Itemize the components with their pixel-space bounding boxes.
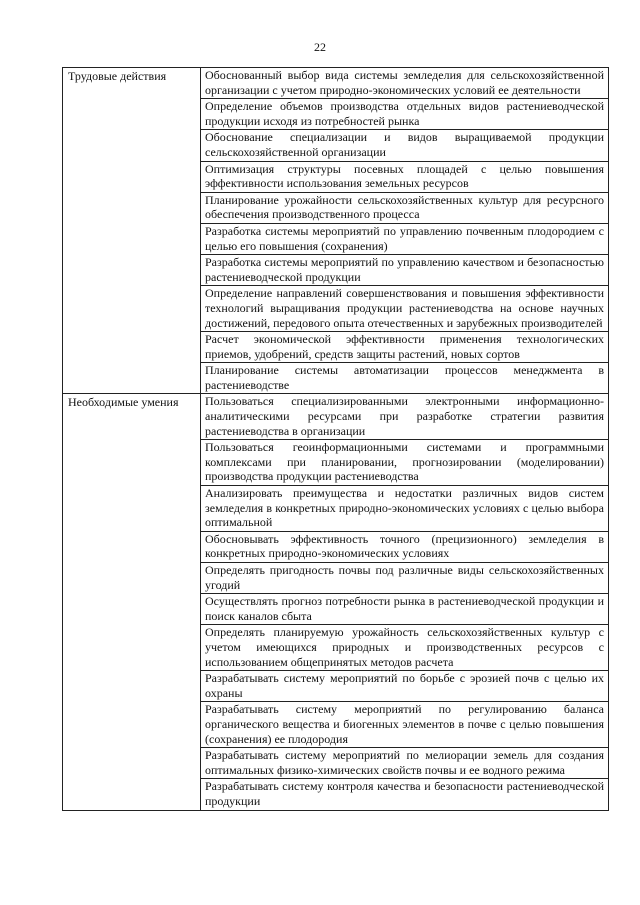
table-row [63, 394, 609, 440]
section-item: Анализировать преимущества и недостатки различных видов систем земледелия в конкретных природно-экономических условиях с целью выбора оптимальной [201, 486, 609, 532]
section-item: Планирование урожайности сельскохозяйственных культур для ресурсного обеспечения производственного процесса [201, 192, 609, 223]
section-item: Обоснование специализации и видов выращиваемой продукции сельскохозяйственной организации [201, 130, 609, 161]
page-number: 22 [314, 40, 326, 54]
section-label: Трудовые действия [63, 68, 201, 394]
section-item: Осуществлять прогноз потребности рынка в растениеводческой продукции и поиск каналов сбыта [201, 594, 609, 625]
section-label: Необходимые умения [63, 394, 201, 810]
section-item: Разрабатывать систему контроля качества и безопасности растениеводческой продукции [201, 779, 609, 810]
section-item: Расчет экономической эффективности применения технологических приемов, удобрений, средств защиты растений, новых сортов [201, 332, 609, 363]
section-item: Пользоваться специализированными электронными информационно-аналитическими ресурсами при разработке стратегии развития растениеводства в организации [201, 394, 609, 440]
section-item: Обосновывать эффективность точного (прецизионного) земледелия в конкретных природно-экономических условиях [201, 531, 609, 562]
section-item: Определять пригодность почвы под различные виды сельскохозяйственных угодий [201, 563, 609, 594]
section-item: Разработка системы мероприятий по управлению качеством и безопасностью растениеводческой продукции [201, 255, 609, 286]
section-item: Разрабатывать систему мероприятий по борьбе с эрозией почв с целью их охраны [201, 671, 609, 702]
competency-table [62, 67, 609, 811]
section-item: Разрабатывать систему мероприятий по регулированию баланса органического вещества и биогенных элементов в почве с целью повышения (сохранения) ее плодородия [201, 702, 609, 748]
section-item: Оптимизация структуры посевных площадей с целью повышения эффективности использования земельных ресурсов [201, 161, 609, 192]
section-item: Пользоваться геоинформационными системами и программными комплексами при планировании, прогнозировании (моделировании) производства продукции растениеводства [201, 440, 609, 486]
section-item: Планирование системы автоматизации процессов менеджмента в растениеводстве [201, 363, 609, 394]
section-item: Определение объемов производства отдельных видов растениеводческой продукции исходя из потребностей рынка [201, 99, 609, 130]
section-item: Обоснованный выбор вида системы земледелия для сельскохозяйственной организации с учетом природно-экономических условий ее деятельности [201, 68, 609, 99]
section-item: Определять планируемую урожайность сельскохозяйственных культур с учетом имеющихся природных и производственных ресурсов с использованием общепринятых методов расчета [201, 625, 609, 671]
section-item: Разрабатывать систему мероприятий по мелиорации земель для создания оптимальных физико-химических свойств почвы и ее водного режима [201, 748, 609, 779]
section-item: Определение направлений совершенствования и повышения эффективности технологий выращивания продукции растениеводства на основе научных достижений, передового опыта отечественных и зарубежных производителей [201, 286, 609, 332]
section-item: Разработка системы мероприятий по управлению почвенным плодородием с целью его повышения (сохранения) [201, 223, 609, 254]
table-row [63, 68, 609, 99]
